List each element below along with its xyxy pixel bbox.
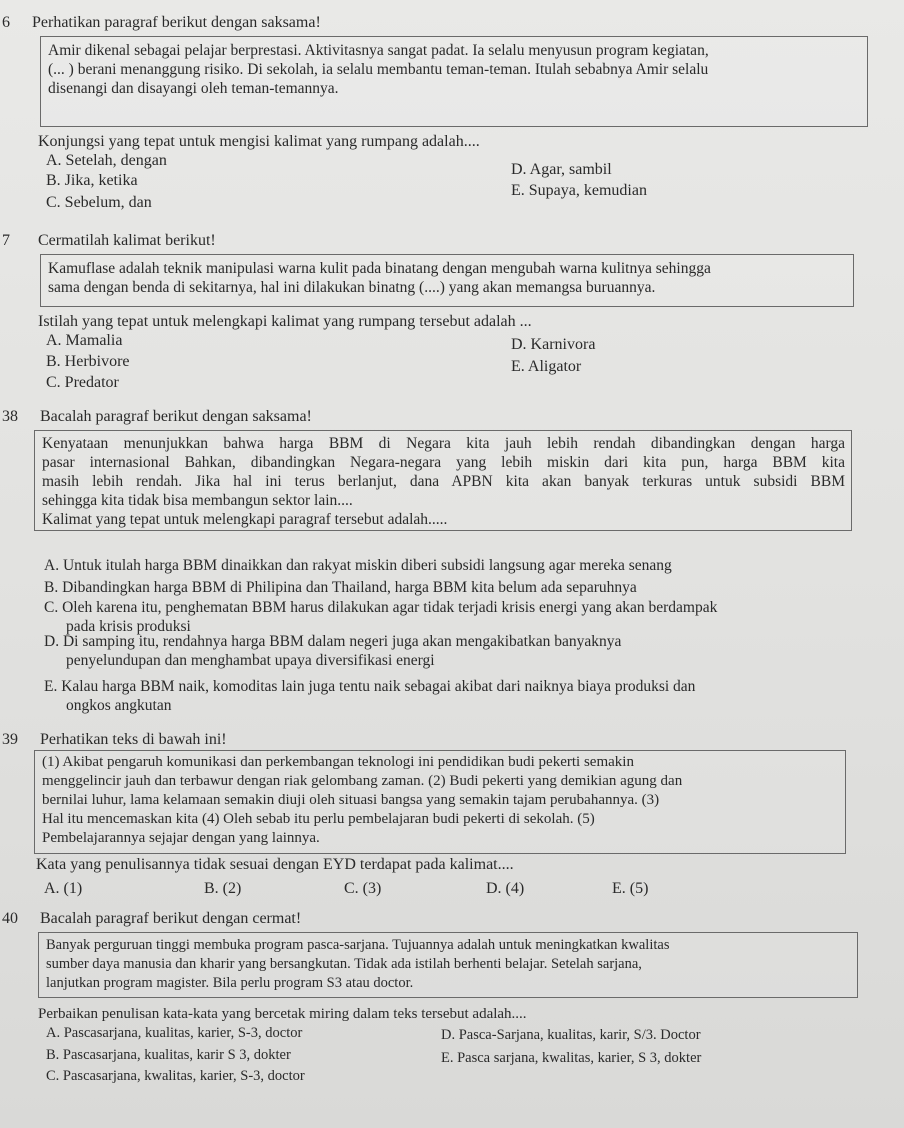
option-a[interactable]: A. Untuk itulah harga BBM dinaikkan dan rakyat miskin diberi subsidi langsung agar mereka senang — [44, 557, 672, 574]
passage-line: Banyak perguruan tinggi membuka program pasca-sarjana. Tujuannya adalah untuk meningkatkan kwalitas — [46, 937, 670, 953]
option-d[interactable]: D. Agar, sambil — [511, 161, 612, 178]
option-d[interactable]: D. Pasca-Sarjana, kualitas, karir, S/3. Doctor — [441, 1027, 701, 1043]
option-a[interactable]: A. Mamalia — [46, 332, 123, 349]
passage-line: (1) Akibat pengaruh komunikasi dan perkembangan teknologi ini pendidikan budi pekerti semakin — [42, 754, 634, 770]
option-b[interactable]: B. Dibandingkan harga BBM di Philipina dan Thailand, harga BBM kita belum ada separuhnya — [44, 579, 637, 596]
option-c[interactable]: C. Predator — [46, 374, 119, 391]
question-instruction: Bacalah paragraf berikut dengan cermat! — [40, 910, 302, 927]
passage-line: Kamuflase adalah teknik manipulasi warna kulit pada binatang dengan mengubah warna kulitnya sehingga — [48, 260, 711, 277]
option-a[interactable]: A. (1) — [44, 880, 83, 897]
question-prompt: Istilah yang tepat untuk melengkapi kalimat yang rumpang tersebut adalah ... — [38, 313, 532, 330]
question-prompt: Perbaikan penulisan kata-kata yang bercetak miring dalam teks tersebut adalah.... — [38, 1006, 527, 1022]
question-number: 38 — [2, 408, 18, 425]
option-e[interactable]: E. Aligator — [511, 358, 582, 375]
question-number: 6 — [2, 14, 10, 31]
passage-line: menggelincir jauh dan terbawur dengan riak gelombang zaman. (2) Budi pekerti yang demikian agung dan — [42, 773, 683, 789]
question-number: 7 — [2, 232, 10, 249]
passage-line: (... ) berani menanggung risiko. Di sekolah, ia selalu membantu teman-teman. Itulah sebabnya Amir selalu — [48, 61, 709, 78]
passage-line: disenangi dan disayangi oleh teman-temannya. — [48, 80, 339, 97]
option-e[interactable]: E. (5) — [612, 880, 649, 897]
option-b[interactable]: B. Pascasarjana, kualitas, karir S 3, dokter — [46, 1047, 291, 1063]
option-b[interactable]: B. Jika, ketika — [46, 172, 138, 189]
option-c[interactable]: C. (3) — [344, 880, 382, 897]
passage-line: sama dengan benda di sekitarnya, hal ini dilakukan binatng (....) yang akan memangsa buruannya. — [48, 279, 656, 296]
question-prompt: Kalimat yang tepat untuk melengkapi paragraf tersebut adalah..... — [42, 511, 448, 528]
passage-line: sumber daya manusia dan kharir yang bersangkutan. Tidak ada istilah berhenti belajar. Setelah sarjana, — [46, 956, 642, 972]
question-instruction: Bacalah paragraf berikut dengan saksama! — [40, 408, 312, 425]
option-e[interactable]: E. Supaya, kemudian — [511, 182, 647, 199]
passage-box — [34, 750, 846, 854]
passage-line: pasar internasional Bahkan, dibandingkan Negara-negara yang lebih miskin dari kita pun, harga BBM kita — [42, 454, 845, 471]
passage-line: Kenyataan menunjukkan bahwa harga BBM di Negara kita jauh lebih rendah dibandingkan dengan harga — [42, 435, 845, 452]
option-c[interactable]: C. Oleh karena itu, penghematan BBM harus dilakukan agar tidak terjadi krisis energi yang akan berdampak pada krisis produksi — [44, 599, 718, 635]
option-c[interactable]: C. Sebelum, dan — [46, 194, 152, 211]
passage-line: masih lebih rendah. Jika hal ini terus berlanjut, dana APBN kita akan banyak terkuras untuk subsidi BBM — [42, 473, 845, 490]
passage-box — [40, 36, 868, 127]
option-b[interactable]: B. Herbivore — [46, 353, 130, 370]
passage-line: Hal itu mencemaskan kita (4) Oleh sebab itu perlu pembelajaran budi pekerti di sekolah. (5) — [42, 811, 595, 827]
passage-line: lanjutkan program magister. Bila perlu program S3 atau doctor. — [46, 975, 414, 991]
option-d[interactable]: D. Karnivora — [511, 336, 596, 353]
passage-line: Amir dikenal sebagai pelajar berprestasi. Aktivitasnya sangat padat. Ia selalu menyusun program kegiatan, — [48, 42, 709, 59]
passage-line: sehingga kita tidak bisa membangun sektor lain.... — [42, 492, 353, 509]
option-e[interactable]: E. Kalau harga BBM naik, komoditas lain juga tentu naik sebagai akibat dari naiknya biaya produksi dan ongkos angkutan — [44, 678, 696, 714]
question-instruction: Perhatikan paragraf berikut dengan saksama! — [32, 14, 321, 31]
question-prompt: Konjungsi yang tepat untuk mengisi kalimat yang rumpang adalah.... — [38, 133, 480, 150]
passage-line: bernilai luhur, lama kelamaan semakin diuji oleh situasi bangsa yang semakin tajam perubahannya. (3) — [42, 792, 660, 808]
question-instruction: Cermatilah kalimat berikut! — [38, 232, 216, 249]
option-e[interactable]: E. Pasca sarjana, kwalitas, karier, S 3, dokter — [441, 1050, 702, 1066]
passage-box — [38, 932, 858, 998]
option-b[interactable]: B. (2) — [204, 880, 242, 897]
option-d[interactable]: D. Di samping itu, rendahnya harga BBM dalam negeri juga akan mengakibatkan banyaknya penyelundupan dan menghambat upaya diversifikasi energi — [44, 633, 622, 669]
question-instruction: Perhatikan teks di bawah ini! — [40, 731, 227, 748]
question-prompt: Kata yang penulisannya tidak sesuai dengan EYD terdapat pada kalimat.... — [36, 856, 514, 873]
passage-line: Pembelajarannya sejajar dengan yang lainnya. — [42, 830, 320, 846]
option-a[interactable]: A. Pascasarjana, kualitas, karier, S-3, doctor — [46, 1025, 303, 1041]
option-a[interactable]: A. Setelah, dengan — [46, 152, 167, 169]
question-number: 39 — [2, 731, 18, 748]
option-d[interactable]: D. (4) — [486, 880, 525, 897]
passage-box — [40, 254, 854, 307]
question-number: 40 — [2, 910, 18, 927]
option-c[interactable]: C. Pascasarjana, kwalitas, karier, S-3, doctor — [46, 1068, 305, 1084]
passage-box — [34, 430, 852, 531]
